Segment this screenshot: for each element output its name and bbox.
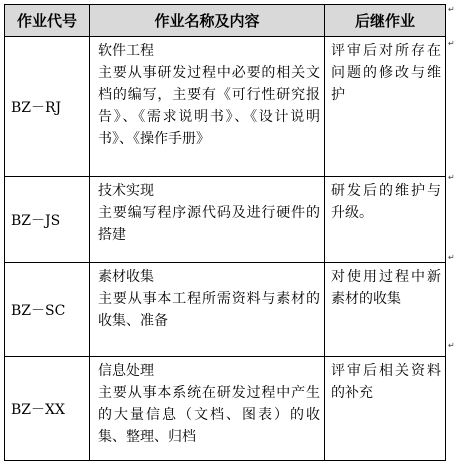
header-code: 作业代号 bbox=[5, 5, 90, 37]
task-title: 技术实现 bbox=[98, 183, 154, 199]
successor-task: 评审后对所存在问题的修改与维护 bbox=[325, 37, 446, 177]
successor-task: 对使用过程中新素材的收集 bbox=[325, 263, 446, 357]
task-code: BZ－RJ bbox=[5, 37, 90, 177]
row-end-mark: ↵ bbox=[448, 173, 455, 182]
task-description: 主要编写程序源代码及进行硬件的搭建 bbox=[98, 205, 320, 243]
task-cell bbox=[90, 177, 325, 263]
row-end-mark: ↵ bbox=[448, 5, 455, 14]
task-description: 主要从事研发过程中必要的相关文档的编写，主要有《可行性研究报告》、《需求说明书》、《设计说明书》、《操作手册》 bbox=[98, 65, 320, 147]
task-description: 主要从事本工程所需资料与素材的收集、准备 bbox=[98, 291, 320, 329]
task-code: BZ－XX bbox=[5, 357, 90, 461]
task-description: 主要从事本系统在研发过程中产生的大量信息（文档、图表）的收集、整理、归档 bbox=[98, 385, 320, 445]
successor-task: 评审后相关资料的补充 bbox=[325, 357, 446, 461]
table-row bbox=[5, 357, 446, 461]
task-title: 软件工程 bbox=[98, 43, 154, 59]
task-cell bbox=[90, 263, 325, 357]
row-end-mark: ↵ bbox=[448, 341, 455, 350]
header-successor: 后继作业 bbox=[325, 5, 446, 37]
work-breakdown-table bbox=[4, 4, 446, 461]
table-row bbox=[5, 37, 446, 177]
task-title: 信息处理 bbox=[98, 363, 154, 379]
task-title: 素材收集 bbox=[98, 269, 154, 285]
row-end-mark: ↵ bbox=[448, 39, 455, 48]
row-end-mark: ↵ bbox=[448, 253, 455, 262]
task-code: BZ－JS bbox=[5, 177, 90, 263]
table-row bbox=[5, 263, 446, 357]
task-code: BZ－SC bbox=[5, 263, 90, 357]
successor-task: 研发后的维护与升级。 bbox=[325, 177, 446, 263]
task-cell bbox=[90, 37, 325, 177]
table-row bbox=[5, 177, 446, 263]
header-name-content: 作业名称及内容 bbox=[90, 5, 325, 37]
task-cell bbox=[90, 357, 325, 461]
header-row bbox=[5, 5, 446, 37]
